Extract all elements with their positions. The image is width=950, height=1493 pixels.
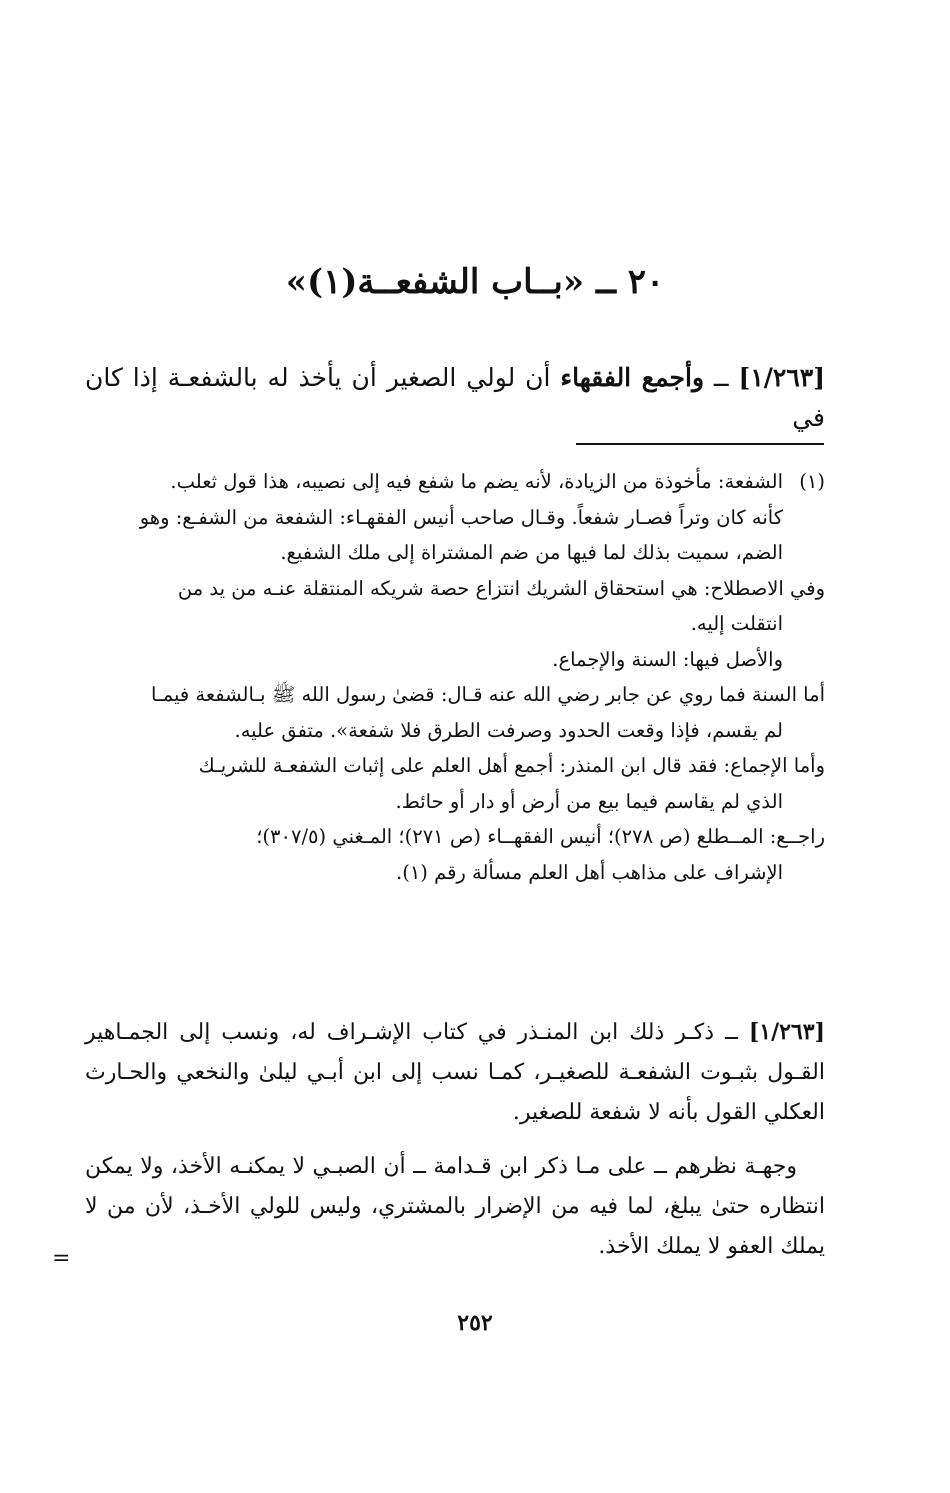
- footnote-marker: (١): [799, 470, 825, 493]
- commentary-paragraph: [85, 1012, 825, 1133]
- footnote-line: الإشراف على مذاهب أهل العلم مسألة رقم (١).: [396, 860, 783, 884]
- issue-dash: ــ: [704, 363, 739, 392]
- footnote-line: الشفعة: مأخوذة من الزيادة، لأنه يضم ما شفع فيه إلى نصيبه، هذا قول ثعلب.: [170, 470, 783, 493]
- footnote-line: الضم، سميت بذلك لما فيها من ضم المشتراة إلى ملك الشفيع.: [280, 541, 783, 564]
- footnote-line: راجــع: المــطلع (ص ٢٧٨)؛ أنيس الفقهــاء (ص ٢٧١)؛ المـغني (٣٠٧/٥)؛: [256, 825, 825, 848]
- chapter-title: ٢٠ ــ «بــاب الشفعــة(١)»: [285, 262, 665, 302]
- issue-text: أن لولي الصغير أن يأخذ له بالشفعـة إذا كان في: [85, 363, 825, 432]
- footnote-line: وفي الاصطلاح: هي استحقاق الشريك انتزاع حصة شريكه المنتقلة عنـه من يد من: [177, 576, 825, 600]
- footnote-line: والأصل فيها: السنة والإجماع.: [552, 647, 783, 671]
- footnote-line: وأما الإجماع: فقد قال ابن المنذر: أجمع أهل العلم على إثبات الشفعـة للشريـك: [198, 754, 825, 777]
- footnote-line: انتقلت إليه.: [690, 612, 783, 635]
- commentary: [85, 1012, 825, 1281]
- issue-number: [١/٢٦٣]: [738, 363, 826, 392]
- footnote-separator: [576, 443, 824, 445]
- footnote-line: لم يقسم، فإذا وقعت الحدود وصرفت الطرق فلا شفعة». متفق عليه.: [234, 718, 783, 742]
- commentary-number: [١/٢٦٣]: [748, 1019, 825, 1045]
- footnote-line: الذي لم يقاسم فيما بيع من أرض أو دار أو حائط.: [395, 789, 783, 813]
- footnote-line: كأنه كان وتراً فصـار شفعاً. وقـال صاحب أنيس الفقهـاء: الشفعة من الشفـع: وهو: [139, 505, 783, 529]
- issue-lead: وأجمع الفقهاء: [560, 363, 705, 392]
- footnote-body: [85, 464, 825, 890]
- main-text-line: [85, 358, 825, 438]
- commentary-paragraph: وجهـة نظرهم ــ على مـا ذكر ابن قـدامة ــ أن الصبـي لا يمكنـه الأخذ، ولا يمكن انتظاره حتىٰ يبلغ، لما فيه من الإضرار بالمشتري، وليس للولي الأخـذ، لأن من لا يملك العفو لا يملك الأخذ.: [85, 1154, 825, 1259]
- continuation-mark: =: [52, 1246, 71, 1271]
- footnote: [85, 464, 825, 890]
- commentary-text: ــ ذكـر ذلك ابن المنـذر في كتاب الإشـراف له، ونسب إلى الجمـاهير القـول بثبـوت الشفعـة للصغيـر، كمـا نسب إلى ابن أبـي ليلىٰ والنخعي والحـارث العكلي القول بأنه لا شفعة للصغير.: [85, 1020, 825, 1125]
- footnote-line: أما السنة فما روي عن جابر رضي الله عنه قـال: قضىٰ رسول الله ﷺ بـالشفعة فيمـا: [151, 683, 825, 706]
- page-number: ٢٥٢: [457, 1310, 493, 1336]
